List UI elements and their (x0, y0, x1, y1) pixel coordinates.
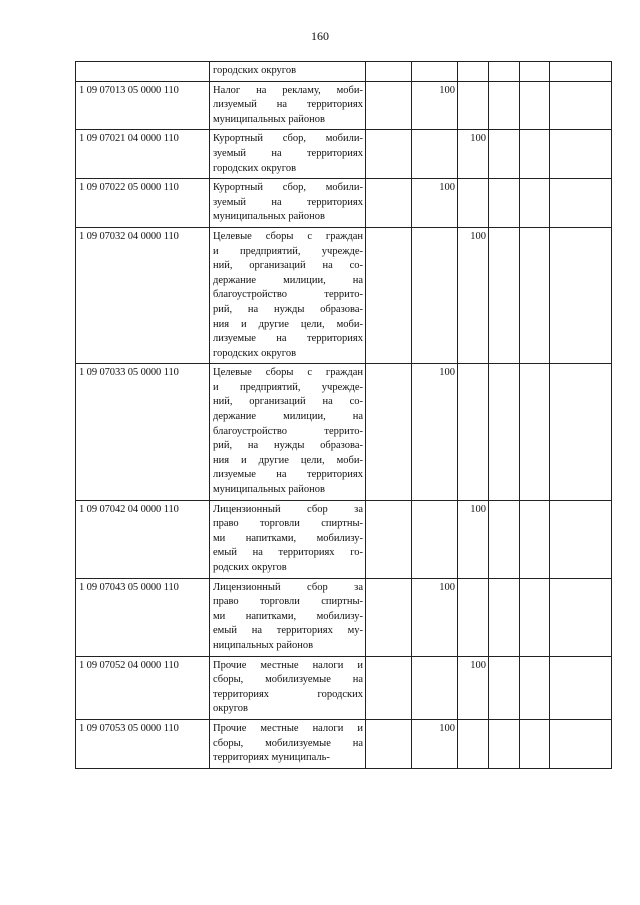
percentage-cell (458, 578, 489, 656)
percentage-cell: 100 (412, 719, 458, 768)
percentage-cell (520, 578, 550, 656)
percentage-cell: 100 (412, 81, 458, 130)
revenue-name-line: Целевые сборы с граждан (213, 230, 363, 242)
table-row (76, 130, 612, 179)
percentage-cell (489, 500, 520, 578)
percentage-cell (550, 364, 612, 500)
revenue-name-line: Прочие местные налоги и (213, 659, 363, 671)
revenue-name-cell (210, 578, 366, 656)
revenue-name-line: благоустройство террито- (213, 425, 363, 437)
table-body (76, 62, 612, 769)
percentage-cell (366, 130, 412, 179)
revenue-name-line: Лицензионный сбор за (213, 581, 363, 593)
revenue-name-cell (210, 130, 366, 179)
revenue-name-line: рий, на нужды образова- (213, 303, 363, 315)
percentage-cell (489, 62, 520, 82)
page-number: 160 (311, 29, 329, 43)
percentage-cell (520, 179, 550, 228)
revenue-name-line: Лицензионный сбор за (213, 503, 363, 515)
revenue-name-line: муниципальных районов (213, 113, 325, 125)
table-row (76, 179, 612, 228)
revenue-name-line: ний, организаций на со- (213, 260, 363, 272)
percentage-cell (520, 81, 550, 130)
revenue-name-line: зуемый на территориях (213, 196, 363, 208)
percentage-cell (550, 656, 612, 719)
budget-code-cell: 1 09 07043 05 0000 110 (76, 578, 210, 656)
percentage-cell: 100 (458, 500, 489, 578)
revenue-name-line: рий, на нужды образова- (213, 440, 363, 452)
percentage-cell (366, 62, 412, 82)
revenue-name-line: Целевые сборы с граждан (213, 367, 363, 379)
table-row (76, 227, 612, 363)
percentage-cell (520, 227, 550, 363)
budget-code-cell: 1 09 07032 04 0000 110 (76, 227, 210, 363)
table-row (76, 62, 612, 82)
revenue-name-line: право торговли спиртны- (213, 518, 363, 530)
percentage-cell (520, 364, 550, 500)
percentage-cell (366, 364, 412, 500)
percentage-cell (489, 364, 520, 500)
revenue-name-line: держание милиции, на (213, 411, 363, 423)
percentage-cell (520, 500, 550, 578)
percentage-cell (550, 179, 612, 228)
revenue-name-line: городских округов (213, 162, 297, 174)
percentage-cell (458, 364, 489, 500)
percentage-cell: 100 (412, 364, 458, 500)
revenue-name-line: сборы, мобилизуемые на (213, 737, 363, 749)
percentage-cell (412, 227, 458, 363)
revenue-name-line: округов (213, 703, 248, 715)
table-row (76, 719, 612, 768)
revenue-name-line: ния и другие цели, моби- (213, 318, 363, 330)
revenue-name-line: Налог на рекламу, моби- (213, 84, 363, 96)
revenue-name-line: и предприятий, учрежде- (213, 245, 363, 257)
revenue-name-line: и предприятий, учрежде- (213, 381, 363, 393)
percentage-cell (489, 81, 520, 130)
revenue-name-line: благоустройство террито- (213, 289, 363, 301)
table-row (76, 500, 612, 578)
revenue-name-line: городских округов (213, 65, 297, 76)
revenue-name-line: ния и другие цели, моби- (213, 454, 363, 466)
budget-code-cell: 1 09 07052 04 0000 110 (76, 656, 210, 719)
percentage-cell: 100 (458, 227, 489, 363)
budget-code-cell: 1 09 07053 05 0000 110 (76, 719, 210, 768)
revenue-name-line: территориях муниципаль- (213, 752, 330, 764)
percentage-cell (489, 719, 520, 768)
budget-code-cell: 1 09 07033 05 0000 110 (76, 364, 210, 500)
revenue-name-cell (210, 500, 366, 578)
percentage-cell (458, 179, 489, 228)
percentage-cell: 100 (412, 179, 458, 228)
percentage-cell (366, 656, 412, 719)
percentage-cell (489, 578, 520, 656)
percentage-cell: 100 (458, 656, 489, 719)
percentage-cell (550, 500, 612, 578)
percentage-cell (489, 179, 520, 228)
revenue-name-line: муниципальных районов (213, 484, 325, 496)
percentage-cell (550, 81, 612, 130)
revenue-name-line: держание милиции, на (213, 274, 363, 286)
percentage-cell (366, 500, 412, 578)
revenue-name-line: ми напитками, мобилизу- (213, 532, 363, 544)
percentage-cell (458, 719, 489, 768)
revenue-name-line: право торговли спиртны- (213, 596, 363, 608)
percentage-cell (412, 656, 458, 719)
budget-code-cell: 1 09 07042 04 0000 110 (76, 500, 210, 578)
budget-code-cell: 1 09 07013 05 0000 110 (76, 81, 210, 130)
table-row (76, 364, 612, 500)
revenue-name-cell (210, 719, 366, 768)
percentage-cell (520, 719, 550, 768)
revenue-name-line: сборы, мобилизуемые на (213, 674, 363, 686)
table-row (76, 656, 612, 719)
revenue-name-line: Прочие местные налоги и (213, 722, 363, 734)
percentage-cell (550, 227, 612, 363)
budget-code-cell: 1 09 07022 05 0000 110 (76, 179, 210, 228)
revenue-name-line: лизуемые на территориях (213, 469, 363, 481)
percentage-cell (520, 62, 550, 82)
revenue-name-line: емый на территориях му- (213, 625, 363, 637)
revenue-name-line: лизуемый на территориях (213, 99, 363, 111)
revenue-name-line: Курортный сбор, мобили- (213, 182, 363, 194)
revenue-name-line: городских округов (213, 347, 297, 359)
revenue-name-line: родских округов (213, 562, 287, 573)
revenue-classification-table (75, 61, 612, 769)
revenue-name-line: ний, организаций на со- (213, 396, 363, 408)
percentage-cell (366, 227, 412, 363)
budget-code-cell: 1 09 07021 04 0000 110 (76, 130, 210, 179)
percentage-cell (520, 130, 550, 179)
percentage-cell (489, 130, 520, 179)
percentage-cell (550, 719, 612, 768)
revenue-name-line: муниципальных районов (213, 211, 325, 223)
revenue-name-cell (210, 179, 366, 228)
percentage-cell (412, 500, 458, 578)
revenue-name-line: емый на территориях го- (213, 547, 363, 559)
revenue-name-line: ниципальных районов (213, 639, 314, 651)
percentage-cell (412, 130, 458, 179)
percentage-cell (366, 179, 412, 228)
percentage-cell (366, 81, 412, 130)
revenue-name-line: территориях городских (213, 688, 363, 700)
revenue-name-cell (210, 81, 366, 130)
revenue-name-cell (210, 62, 366, 82)
percentage-cell: 100 (412, 578, 458, 656)
table-row (76, 81, 612, 130)
table-row (76, 578, 612, 656)
percentage-cell (366, 719, 412, 768)
revenue-name-line: Курортный сбор, мобили- (213, 133, 363, 145)
revenue-name-cell (210, 227, 366, 363)
budget-code-cell (76, 62, 210, 82)
percentage-cell (489, 227, 520, 363)
percentage-cell (550, 130, 612, 179)
percentage-cell (458, 81, 489, 130)
percentage-cell (520, 656, 550, 719)
revenue-name-line: ми напитками, мобилизу- (213, 610, 363, 622)
percentage-cell: 100 (458, 130, 489, 179)
revenue-name-line: зуемый на территориях (213, 147, 363, 159)
revenue-name-cell (210, 364, 366, 500)
revenue-name-line: лизуемые на территориях (213, 333, 363, 345)
percentage-cell (366, 578, 412, 656)
percentage-cell (412, 62, 458, 82)
percentage-cell (550, 62, 612, 82)
percentage-cell (489, 656, 520, 719)
revenue-name-cell (210, 656, 366, 719)
percentage-cell (458, 62, 489, 82)
percentage-cell (550, 578, 612, 656)
